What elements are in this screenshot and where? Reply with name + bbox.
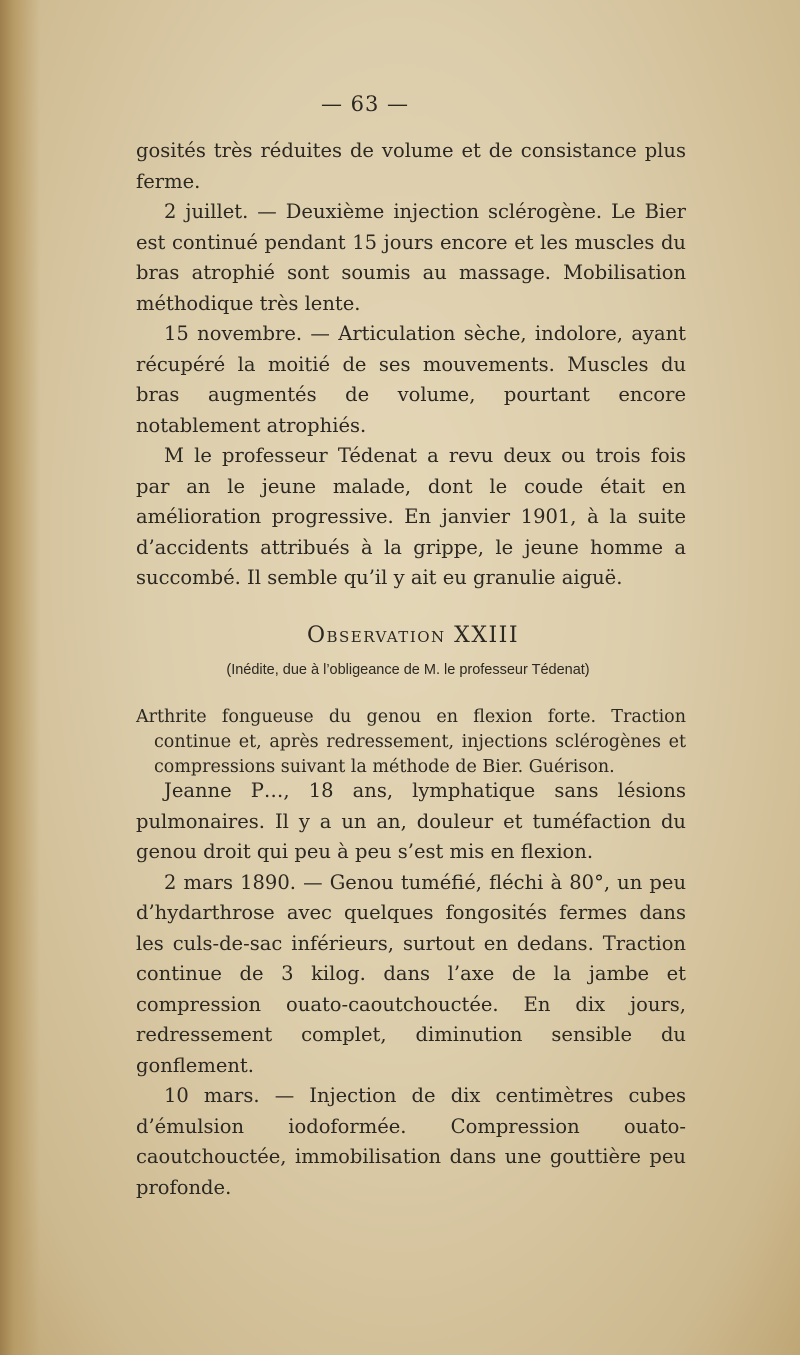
paragraph-2-juillet: 2 juillet. — Deuxième injection sclérogène. Le Bier est continué pendant 15 jours encore et les muscles du bras atrophié sont soumis au massage. Mobilisation méthodique très lente. [136,200,686,315]
case-text [136,776,686,1203]
paragraph-continuation: gosités très réduites de volume et de consistance plus ferme. [136,139,686,193]
observation-summary-block [136,705,686,780]
paragraph-10-mars: 10 mars. — Injection de dix centimètres cubes d’émulsion iodoformée. Compression ouato-caoutchouctée, immobilisation dans une gouttière peu profonde. [136,1084,686,1199]
paragraph-patient: Jeanne P…, 18 ans, lymphatique sans lésions pulmonaires. Il y a un an, douleur et tuméfaction du genou droit qui peu à peu s’est mis en flexion. [136,779,686,863]
observation-summary: Arthrite fongueuse du genou en flexion forte. Traction continue et, après redressement, injections sclérogènes et compressions suivant la méthode de Bier. Guérison. [136,707,686,777]
observation-source: (Inédite, due à l’obligeance de M. le professeur Tédenat) [226,662,590,678]
page-number: — 63 — [320,92,410,116]
continued-text [136,136,686,594]
observation-title: Observation XXIII [306,623,520,648]
paragraph-2-mars: 2 mars 1890. — Genou tuméfié, fléchi à 80°, un peu d’hydarthrose avec quelques fongosités fermes dans les culs-de-sac inférieurs, surtout en dedans. Traction continue de 3 kilog. dans l’axe de la jambe et compression ouato-caoutchouctée. En dix jours, redressement complet, diminution sensible du gonflement. [136,870,686,1077]
paragraph-tedenat-followup: M le professeur Tédenat a revu deux ou trois fois par an le jeune malade, dont le coude était en amélioration progressive. En janvier 1901, à la suite d’accidents attribués à la grippe, le jeune homme a succombé. Il semble qu’il y ait eu granulie aiguë. [136,444,686,589]
paragraph-15-novembre: 15 novembre. — Articulation sèche, indolore, ayant récupéré la moitié de ses mouvements. Muscles du bras augmentés de volume, pourtant encore notablement atrophiés. [136,322,686,437]
